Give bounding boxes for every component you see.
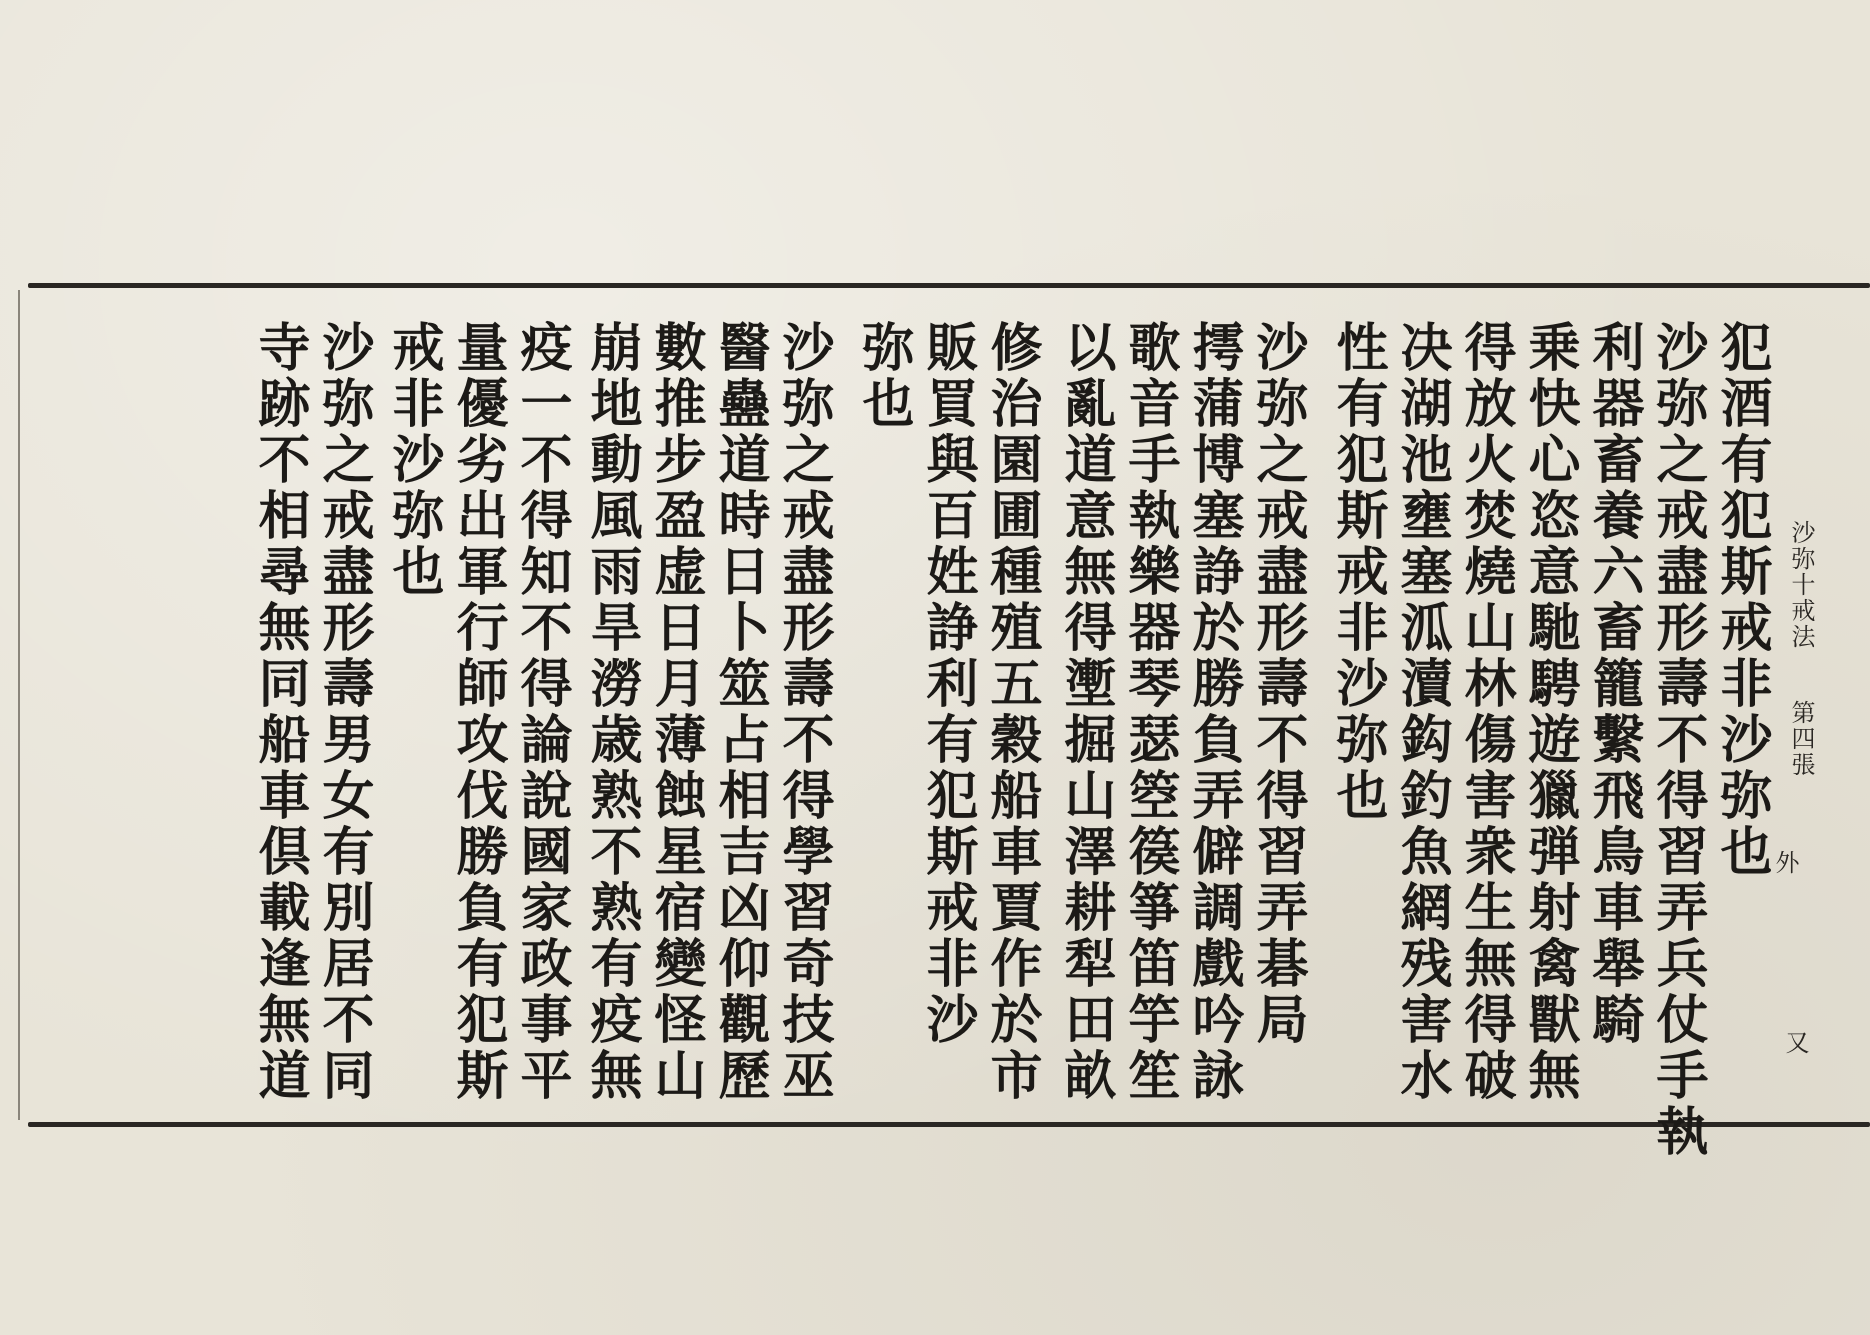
text-column-17: 數推步盈虚日月薄蝕星宿變怪山 [645,320,706,1104]
left-border-line [18,290,20,1120]
text-column-14: 弥也 [853,320,914,432]
margin-mark: 外 [1771,850,1799,876]
text-column-22: 沙弥之戒盡形壽男女有別居不同 [313,320,374,1104]
text-column-21: 戒非沙弥也 [383,320,444,600]
text-column-18: 崩地動風雨旱澇歳熟不熟有疫無 [581,320,642,1104]
top-border-line [28,283,1870,288]
margin-title: 沙弥十戒法 [1787,520,1815,650]
text-column-8: 沙弥之戒盡形壽不得習弄碁局 [1247,320,1308,1048]
bottom-border-line [28,1122,1870,1127]
text-column-13: 販買與百姓諍利有犯斯戒非沙 [917,320,978,1048]
text-column-7: 性有犯斯戒非沙弥也 [1327,320,1388,824]
margin-mark-2: 又 [1781,1030,1809,1056]
text-column-6: 决湖池壅塞泒瀆鈎釣魚網残害水 [1391,320,1452,1104]
text-column-2: 沙弥之戒盡形壽不得習弄兵仗手執 [1647,320,1708,1160]
margin-sheet-number: 第四張 [1787,700,1815,778]
text-column-19: 疫一不得知不得論說國家政事平 [511,320,572,1104]
text-column-3: 利器畜養六畜籠繫飛鳥車舉騎 [1583,320,1644,1048]
text-column-12: 修治園圃種殖五穀船車賈作於市 [981,320,1042,1104]
text-column-23: 寺跡不相尋無同船車倶載逢無道 [249,320,310,1104]
text-column-1: 犯酒有犯斯戒非沙弥也 [1711,320,1772,880]
text-column-16: 醫蠱道時日卜筮占相吉凶仰觀歷 [709,320,770,1104]
text-column-9: 摴蒲博塞諍於勝負弄僻調戲吟詠 [1183,320,1244,1104]
text-column-15: 沙弥之戒盡形壽不得學習奇技巫 [773,320,834,1104]
text-column-10: 歌音手執樂器琴瑟箜篌箏笛竽笙 [1119,320,1180,1104]
text-column-4: 乗快心恣意馳騁遊獵弾射禽獸無 [1519,320,1580,1104]
text-column-20: 量優劣出軍行師攻伐勝負有犯斯 [447,320,508,1104]
text-column-5: 得放火焚燒山林傷害衆生無得破 [1455,320,1516,1104]
text-column-11: 以亂道意無得壍掘山澤耕犁田畝 [1055,320,1116,1104]
